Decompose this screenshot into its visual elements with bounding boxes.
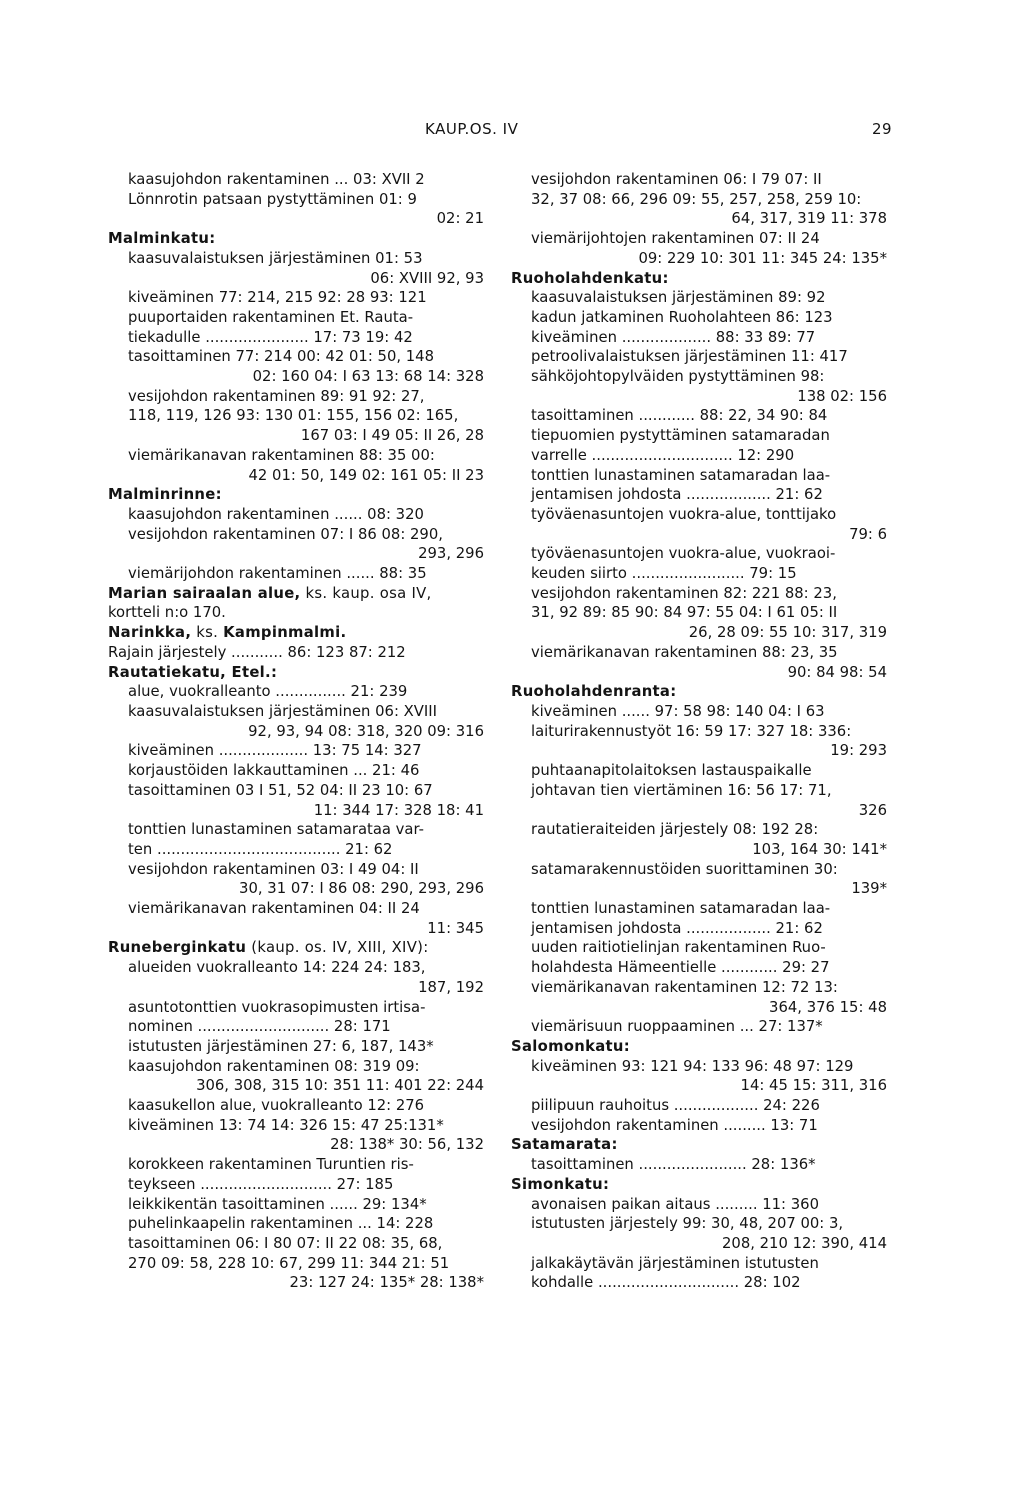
index-entry-continuation: 138 02: 156 — [797, 387, 887, 405]
index-entry: kadun jatkaminen Ruoholahteen 86: 123 — [531, 308, 833, 326]
index-entry: vesijohdon rakentaminen 03: I 49 04: II — [128, 860, 419, 878]
page-header — [0, 118, 1024, 140]
index-entry: viemärijohtojen rakentaminen 07: II 24 — [531, 230, 820, 248]
index-heading — [108, 584, 484, 604]
index-entry: kortteli n:o 170. — [108, 604, 226, 622]
index-entry: johtavan tien viertäminen 16: 56 17: 71, — [531, 781, 832, 799]
index-entry: alueiden vuokralleanto 14: 224 24: 183, — [128, 959, 426, 977]
index-entry: Lönnrotin patsaan pystyttäminen 01: 9 — [128, 190, 417, 208]
index-entry-continuation: 26, 28 09: 55 10: 317, 319 — [688, 624, 887, 642]
index-entry: 118, 119, 126 93: 130 01: 155, 156 02: 165, — [128, 407, 459, 425]
index-entry: kiveäminen 93: 121 94: 133 96: 48 97: 129 — [531, 1057, 854, 1075]
index-entry: alue, vuokralleanto ............... 21: 239 — [128, 683, 408, 701]
index-entry-continuation: 09: 229 10: 301 11: 345 24: 135* — [638, 249, 887, 267]
index-entry-continuation: 79: 6 — [849, 525, 887, 543]
index-heading: Salomonkatu: — [511, 1037, 630, 1055]
index-entry: kiveäminen 77: 214, 215 92: 28 93: 121 — [128, 289, 427, 307]
index-entry: viemärikanavan rakentaminen 12: 72 13: — [531, 978, 838, 996]
index-entry-continuation: 14: 45 15: 311, 316 — [740, 1077, 887, 1095]
heading-reference: (kaup. os. IV, XIII, XIV): — [246, 939, 429, 957]
index-entry-continuation: 06: XVIII 92, 93 — [370, 269, 484, 287]
heading-see-term: Kampinmalmi. — [223, 624, 347, 642]
index-entry: keuden siirto ........................ 79: 15 — [531, 565, 797, 583]
index-entry: kiveäminen ................... 13: 75 14: 327 — [128, 742, 422, 760]
index-entry: kiveäminen ................... 88: 33 89: 77 — [531, 328, 816, 346]
index-entry-continuation: 293, 296 — [418, 545, 484, 563]
index-entry: ten ....................................... 21: 62 — [128, 840, 393, 858]
index-entry: kaasujohdon rakentaminen ... 03: XVII 2 — [128, 171, 425, 188]
index-entry: viemärikanavan rakentaminen 88: 35 00: — [128, 446, 435, 464]
index-entry: kiveäminen ...... 97: 58 98: 140 04: I 63 — [531, 702, 825, 720]
heading-reference: ks. — [191, 624, 224, 642]
index-entry: asuntotonttien vuokrasopimusten irtisa- — [128, 998, 426, 1016]
index-entry: tonttien lunastaminen satamarataa var- — [128, 821, 424, 839]
index-entry: kaasuvalaistuksen järjestäminen 06: XVIII — [128, 702, 438, 720]
index-entry: tasoittaminen ....................... 28: 136* — [531, 1156, 816, 1174]
index-entry: puhelinkaapelin rakentaminen ... 14: 228 — [128, 1215, 434, 1233]
index-entry: istutusten järjestely 99: 30, 48, 207 00: 3, — [531, 1215, 844, 1233]
index-entry: kiveäminen 13: 74 14: 326 15: 47 25:131* — [128, 1116, 444, 1134]
index-entry: 32, 37 08: 66, 296 09: 55, 257, 258, 259 10: — [531, 190, 862, 208]
index-entry: kaasuvalaistuksen järjestäminen 89: 92 — [531, 289, 826, 307]
index-entry: kaasukellon alue, vuokralleanto 12: 276 — [128, 1097, 425, 1115]
index-entry-continuation: 11: 345 — [427, 919, 484, 937]
index-entry: viemärikanavan rakentaminen 04: II 24 — [128, 900, 420, 918]
index-entry: istutusten järjestäminen 27: 6, 187, 143* — [128, 1037, 434, 1055]
index-entry: laiturirakennustyöt 16: 59 17: 327 18: 336: — [531, 722, 852, 740]
index-entry-continuation: 306, 308, 315 10: 351 11: 401 22: 244 — [196, 1077, 484, 1095]
index-entry: tasoittaminen 06: I 80 07: II 22 08: 35, 68, — [128, 1234, 443, 1252]
index-entry: tasoittaminen ............ 88: 22, 34 90: 84 — [531, 407, 828, 425]
heading-term: Narinkka, — [108, 624, 192, 642]
index-entry-continuation: 103, 164 30: 141* — [752, 840, 887, 858]
index-heading — [108, 938, 484, 958]
index-entry: tonttien lunastaminen satamaradan laa- — [531, 900, 831, 918]
index-entry: tiepuomien pystyttäminen satamaradan — [531, 427, 830, 445]
index-heading: Malminkatu: — [108, 230, 216, 248]
index-entry: kaasujohdon rakentaminen 08: 319 09: — [128, 1057, 420, 1075]
index-entry: vesijohdon rakentaminen 89: 91 92: 27, — [128, 387, 425, 405]
index-entry-continuation: 30, 31 07: I 86 08: 290, 293, 296 — [239, 880, 484, 898]
index-heading: Ruoholahdenkatu: — [511, 269, 669, 287]
index-entry-continuation: 28: 138* 30: 56, 132 — [330, 1136, 484, 1154]
running-head: KAUP.OS. IV — [425, 120, 519, 138]
index-entry-continuation: 90: 84 98: 54 — [787, 663, 887, 681]
index-entry-continuation: 208, 210 12: 390, 414 — [721, 1234, 887, 1252]
index-entry: jentamisen johdosta .................. 21: 62 — [531, 919, 823, 937]
index-entry: 270 09: 58, 228 10: 67, 299 11: 344 21: 51 — [128, 1254, 450, 1272]
index-heading: Simonkatu: — [511, 1175, 610, 1193]
index-entry: petroolivalaistuksen järjestäminen 11: 417 — [531, 348, 848, 366]
index-entry: satamarakennustöiden suorittaminen 30: — [531, 860, 838, 878]
index-entry: jentamisen johdosta .................. 21: 62 — [531, 486, 823, 504]
index-entry-continuation: 139* — [851, 880, 887, 898]
index-entry-continuation: 326 — [858, 801, 887, 819]
index-entry: puuportaiden rakentaminen Et. Rauta- — [128, 308, 414, 326]
heading-term: Runeberginkatu — [108, 939, 247, 957]
index-entry: 31, 92 89: 85 90: 84 97: 55 04: I 61 05: II — [531, 604, 838, 622]
index-entry-continuation: 42 01: 50, 149 02: 161 05: II 23 — [248, 466, 484, 484]
page-number: 29 — [872, 120, 893, 138]
index-entry: korjaustöiden lakkauttaminen ... 21: 46 — [128, 762, 420, 780]
index-heading: Ruoholahdenranta: — [511, 683, 677, 701]
index-entry: korokkeen rakentaminen Turuntien ris- — [128, 1156, 414, 1174]
index-entry: vesijohdon rakentaminen 06: I 79 07: II — [531, 171, 822, 188]
index-entry: leikkikentän tasoittaminen ...... 29: 134* — [128, 1195, 427, 1213]
index-entry-continuation: 11: 344 17: 328 18: 41 — [313, 801, 484, 819]
index-column-right — [511, 170, 887, 1293]
index-entry: vesijohdon rakentaminen 82: 221 88: 23, — [531, 584, 837, 602]
index-entry: tonttien lunastaminen satamaradan laa- — [531, 466, 831, 484]
index-entry-continuation: 02: 21 — [436, 210, 484, 228]
index-entry: tasoittaminen 77: 214 00: 42 01: 50, 148 — [128, 348, 435, 366]
index-column-left — [108, 170, 484, 1293]
index-entry: puhtaanapitolaitoksen lastauspaikalle — [531, 762, 812, 780]
index-entry-continuation: 364, 376 15: 48 — [769, 998, 887, 1016]
index-entry: kaasuvalaistuksen järjestäminen 01: 53 — [128, 249, 423, 267]
index-entry-continuation: 19: 293 — [830, 742, 887, 760]
heading-term: Marian sairaalan alue, — [108, 584, 301, 602]
index-entry-continuation: 64, 317, 319 11: 378 — [731, 210, 887, 228]
index-entry: tiekadulle ...................... 17: 73 19: 42 — [128, 328, 413, 346]
index-entry-continuation: 167 03: I 49 05: II 26, 28 — [300, 427, 484, 445]
index-entry: rautatieraiteiden järjestely 08: 192 28: — [531, 821, 819, 839]
index-entry: työväenasuntojen vuokra-alue, vuokraoi- — [531, 545, 836, 563]
index-entry: holahdesta Hämeentielle ............ 29: 27 — [531, 959, 830, 977]
heading-reference: ks. kaup. osa IV, — [300, 584, 432, 602]
index-entry: kaasujohdon rakentaminen ...... 08: 320 — [128, 505, 424, 523]
index-entry: Rajain järjestely ........... 86: 123 87: 212 — [108, 643, 406, 661]
index-entry: viemärijohdon rakentaminen ...... 88: 35 — [128, 565, 427, 583]
index-heading: Rautatiekatu, Etel.: — [108, 663, 278, 681]
index-entry-continuation: 02: 160 04: I 63 13: 68 14: 328 — [252, 368, 484, 386]
index-entry: nominen ............................ 28: 171 — [128, 1018, 391, 1036]
index-entry: kohdalle .............................. 28: 102 — [531, 1274, 801, 1292]
index-entry: uuden raitiotielinjan rakentaminen Ruo- — [531, 939, 826, 957]
index-entry: vesijohdon rakentaminen 07: I 86 08: 290, — [128, 525, 443, 543]
index-entry: työväenasuntojen vuokra-alue, tonttijako — [531, 505, 837, 523]
index-heading: Malminrinne: — [108, 486, 222, 504]
index-entry: viemärikanavan rakentaminen 88: 23, 35 — [531, 643, 838, 661]
index-entry: sähköjohtopylväiden pystyttäminen 98: — [531, 368, 825, 386]
index-entry-continuation: 92, 93, 94 08: 318, 320 09: 316 — [248, 722, 484, 740]
index-entry: vesijohdon rakentaminen ......... 13: 71 — [531, 1116, 818, 1134]
index-heading: Satamarata: — [511, 1136, 618, 1154]
index-entry-continuation: 23: 127 24: 135* 28: 138* — [289, 1274, 484, 1292]
index-entry: piilipuun rauhoitus .................. 24: 226 — [531, 1097, 820, 1115]
index-entry: viemärisuun ruoppaaminen ... 27: 137* — [531, 1018, 823, 1036]
index-entry-continuation: 187, 192 — [418, 978, 484, 996]
index-entry: varrelle .............................. 12: 290 — [531, 446, 795, 464]
index-heading — [108, 623, 484, 643]
index-entry: tasoittaminen 03 I 51, 52 04: II 23 10: 67 — [128, 781, 433, 799]
index-entry: teykseen ............................ 27: 185 — [128, 1175, 394, 1193]
index-entry: avonaisen paikan aitaus ......... 11: 360 — [531, 1195, 819, 1213]
index-entry: jalkakäytävän järjestäminen istutusten — [531, 1254, 819, 1272]
